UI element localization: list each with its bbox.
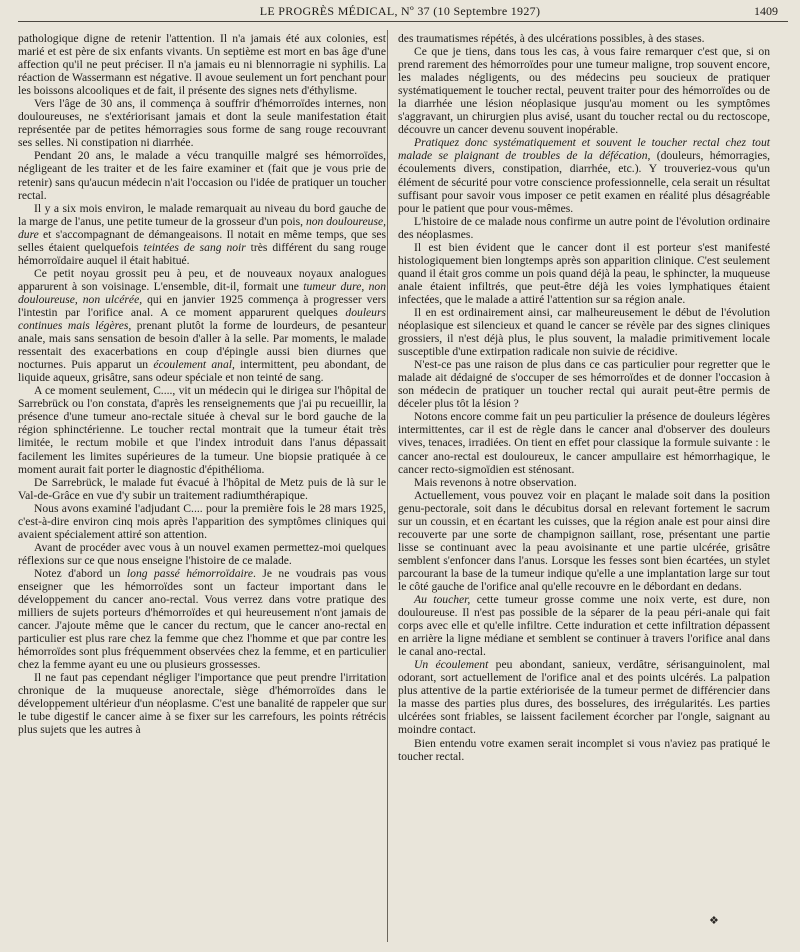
italic-run: Un écoulement	[414, 658, 489, 672]
italic-run: tumeur dure, non douloureuse, non ulcérée,	[18, 279, 386, 306]
paragraph	[18, 202, 386, 267]
paragraph: Il en est ordinairement ainsi, car malheureusement le début de l'évolution néoplasique est silencieux et quand le cancer se révèle par des signes cliniques grossiers, il n'est déjà plus, le plus souvent, la maladie primitivement locale susceptible d'une extirpation radicale non suivie de récidive.	[398, 305, 770, 359]
italic-run: non douloureuse, dure	[18, 214, 387, 241]
paragraph: L'histoire de ce malade nous confirme un autre point de l'évolution ordinaire des néoplasmes.	[398, 214, 770, 241]
right-column	[398, 32, 770, 763]
paragraph: Il ne faut pas cependant négliger l'importance que peut prendre l'irritation chronique de la muqueuse anorectale, siège d'hémorroïdes dans le développement ultérieur d'un néoplasme. C'est une banalité de rappeler que sur le tube digestif le cancer aime à se fixer sur les carrefours, les points rétrécis plus sujets que les autres à	[18, 671, 386, 737]
paragraph: pathologique digne de retenir l'attention. Il n'a jamais été aux colonies, est marié et est père de six enfants vivants. Un septième est mort en bas âge d'une affection qu'il ne peut préciser. Il n'a jamais eu ni blennorragie ni syphilis. La réaction de Wassermann est négative. Il avoue seulement un fort penchant pour les boissons alcooliques et de fait, il présente des signes nets d'éthylisme.	[18, 32, 386, 98]
italic-run: long passé hémorroïdaire	[126, 566, 253, 580]
italic-run: écoulement anal,	[153, 358, 235, 372]
paragraph: De Sarrebrück, le malade fut évacué à l'hôpital de Metz puis de là sur le Val-de-Grâce en vue d'y subir un traitement radiumthérapique.	[18, 475, 386, 502]
header-rule	[18, 21, 788, 22]
text-run: peu abondant, sanieux, verdâtre, sérisanguinolent, mal odorant, sort actuellement de l'orifice anal et des points ulcérés. La palpation plus attentive de la partie extériorisée de la tumeur permet de différencier dans la masse des parties plus dures, des bosselures, des irrégularités. Les parties ulcérées sont friables, se laissent facilement écorcher par l'ongle, saignant au moindre contact.	[398, 658, 771, 737]
paragraph	[398, 658, 770, 736]
paragraph	[18, 267, 386, 384]
page-number: 1409	[754, 4, 778, 18]
paragraph	[398, 593, 770, 658]
paragraph: Vers l'âge de 30 ans, il commença à souffrir d'hémorroïdes internes, non douloureuses, ne s'extériorisant jamais et dont la seule manifestation était représentée par de petites hémorragies sous forme de sang rouge recouvrant ses selles. Ni constipation ni diarrhée.	[18, 97, 386, 150]
paragraph: Bien entendu votre examen serait incomplet si vous n'aviez pas pratiqué le toucher rectal.	[398, 736, 770, 763]
paragraph	[398, 136, 770, 214]
paragraph: Ce que je tiens, dans tous les cas, à vous faire remarquer c'est que, si on prend rarement des hémorroïdes pour une tumeur maligne, trop souvent encore, les malades négligents, ou des médecins peu soucieux de pratiquer systématiquement le toucher rectal, peuvent traiter pour des hémorroïdes ou de la diarrhée une lésion néoplasique jusqu'au moment ou les symptômes s'aggravant, un chirurgien plus avisé, usant du toucher rectal ou du rectoscope, découvre un cancer devenu souvent inopérable.	[398, 45, 770, 137]
text-run: et s'accompagnant de démangeaisons. Il notait en même temps, que ses selles étaient quelquefois	[18, 227, 386, 254]
column-divider	[387, 30, 388, 942]
text-run: intermittent, peu abondant, de liquide aqueux, grisâtre, sans odeur spéciale et non teinté de sang.	[18, 358, 386, 385]
paragraph: Il est bien évident que le cancer dont il est porteur s'est manifesté histologiquement bien longtemps après son apparition clinique. C'est seulement quand il était gros comme un pois quand déjà la peau, le sphincter, la muqueuse anale étaient infiltrés, que peut-être déjà les voies lymphatiques étaient infectées, que le malade a attiré l'attention sur sa région anale.	[398, 240, 770, 306]
italic-run: douleurs continues mais légères,	[18, 305, 386, 333]
paragraph: Actuellement, vous pouvez voir en plaçant le malade soit dans la position genu-pectorale, soit dans le décubitus dorsal en relevant fortement le sacrum sur un coussin, et en écartant les cuisses, que la région anale est pour ainsi dire recouverte par une sorte de champignon saillant, rose, présentant une partie lisse se continuant avec la peau avoisinante et une partie ulcérée, grisâtre semblent s'enfoncer dans l'anus. Lorsque les fesses sont bien écartées, un stylet parcourant la base de la tumeur indique qu'elle a une implantation large sur tout le côté gauche de l'orifice anal qu'elle recouvre en le débordant en dedans.	[398, 488, 770, 593]
text-run: qui en janvier 1925 commença à progresser vers l'intestin par l'orifice anal. A ce moment apparurent quelques	[18, 292, 386, 319]
paragraph: Avant de procéder avec vous à un nouvel examen permettez-moi quelques réflexions sur ce que nous enseigne l'histoire de ce malade.	[18, 540, 386, 567]
paragraph	[18, 567, 386, 671]
paragraph: N'est-ce pas une raison de plus dans ce cas particulier pour regretter que le malade ait dédaigné de s'occuper de ses hémorroïdes et de donner l'occasion à son médecin de pratiquer un toucher rectal qui aurait peut-être permis de déceler plus tôt la lésion ?	[398, 358, 770, 411]
text-run: (douleurs, hémorragies, écoulements divers, constipation, diarrhée, etc.). Y trouveriez-vous qu'un élément de sécurité pour votre conscience professionnelle, cela serait un résultat suffisant pour savoir vous imposer ce petit examen en réalité plus désagréable pour le patient que pour vous-mêmes.	[398, 149, 771, 215]
italic-run: Au toucher,	[414, 593, 471, 607]
running-header	[0, 0, 800, 22]
left-column	[18, 32, 386, 737]
fleuron-ornament-icon: ❖	[709, 914, 719, 927]
paragraph: des traumatismes répétés, à des ulcérations possibles, à des stases.	[398, 32, 705, 45]
text-run: très différent du sang rouge hémorroïdaire auquel il était habitué.	[18, 240, 386, 267]
text-run: cette tumeur grosse comme une noix verte, est dure, non douloureuse. Il n'est pas possible de la séparer de la peau péri-anale qui fait corps avec elle et qu'elle infiltre. Cette induration et cette infiltration dépassent en arrière la ligne médiane et semblent se continuer à travers l'orifice anal dans le canal ano-rectal.	[398, 593, 770, 659]
italic-run: Pratiquez donc systématiquement et souvent le toucher rectal chez tout malade se plaignant de troubles de la défécation,	[398, 136, 770, 163]
italic-run: teintées de sang noir	[143, 240, 246, 254]
text-run: prenant plutôt la forme de lourdeurs, de pesanteur anale, mais sans sensation de besoin d'aller à la selle. Par moments, le malade ressentait des exacerbations en coup d'épingle aussi bien diurnes que nocturnes. Puis apparut un	[18, 319, 386, 372]
text-run: Notez d'abord un	[34, 566, 127, 580]
text-run: Il y a six mois environ, le malade remarquait au niveau du bord gauche de la marge de l'anus, une petite tumeur de la grosseur d'un pois,	[18, 201, 386, 228]
running-title: LE PROGRÈS MÉDICAL, Nº 37 (10 Septembre 1927)	[259, 4, 541, 18]
text-run: . Je ne voudrais pas vous enseigner que les hémorroïdes sont un facteur important dans le développement du cancer ano-rectal. Vous verrez dans votre pratique des milliers de sujets porteurs d'hémorroïdes et qui heureusement n'ont jamais de cancer. J'ajoute même que le cancer du rectum, que le cancer ano-rectal en particulier est plus rare chez la femme que chez l'homme et que par contre les hémorroïdes sont plus fréquemment observées chez la femme, et en particulier chez la femme ayant eu une ou plusieurs grossesses.	[18, 566, 387, 672]
paragraph: A ce moment seulement, C...., vit un médecin qui le dirigea sur l'hôpital de Sarrebrück ou l'on constata, d'après les renseignements que j'ai pu recueillir, la présence d'une tumeur ano-rectale située à cheval sur le bord gauche de la région sphinctérienne. Le toucher rectal montrait que la tumeur était très limitée, le rectum mobile et que l'index introduit dans l'anus dépassait facilement les limites supérieures de la tumeur. Une biopsie pratiquée à ce moment aurait fait porter le diagnostic d'épithélioma.	[18, 384, 386, 476]
paragraph: Notons encore comme fait un peu particulier la présence de douleurs légères intermittentes, car il est de règle dans le cancer anal d'observer des douleurs vives, tenaces, irradiées. On tient en effet pour classique la formule suivante : le cancer ano-rectal est douloureux, le cancer ampullaire est hémorrhagique, le cancer recto-sigmoïdien est sténosant.	[398, 410, 770, 476]
text-run: Ce petit noyau grossit peu à peu, et de nouveaux noyaux analogues apparurent à son voisinage. L'ensemble, dit-il, formait une	[18, 266, 386, 293]
paragraph: Mais revenons à notre observation.	[414, 475, 577, 489]
paragraph: Nous avons examiné l'adjudant C.... pour la première fois le 28 mars 1925, c'est-à-dire environ cinq mois après l'apparition des symptômes cliniques qui avaient spécialement attiré son attention.	[18, 501, 386, 541]
paragraph: Pendant 20 ans, le malade a vécu tranquille malgré ses hémorroïdes, négligeant de les traiter et de les faire examiner et (fait que je vous prie de retenir) sans qu'aucun médecin n'ait l'occasion ou l'idée de pratiquer un toucher rectal.	[18, 149, 386, 202]
